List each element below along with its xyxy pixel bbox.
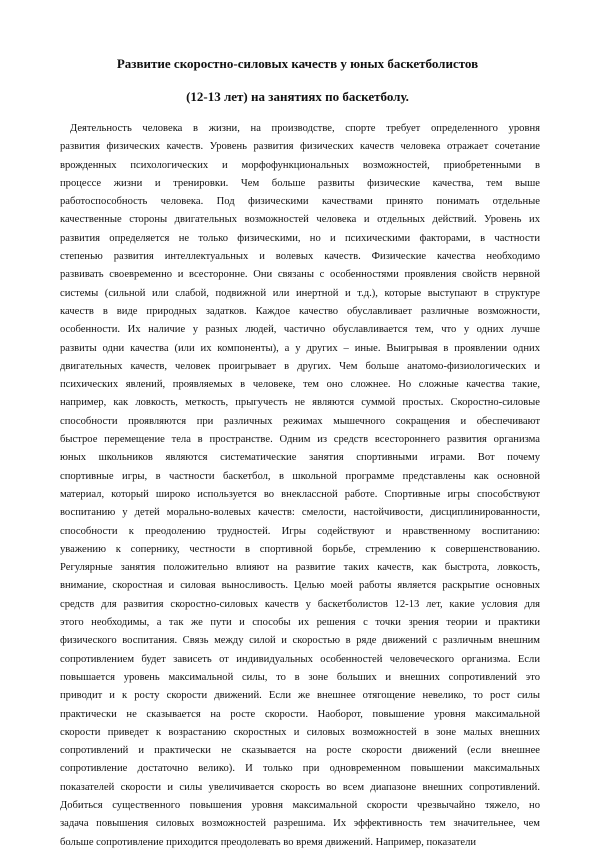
text-line: скорости приведет к возрастанию скоростных и силовых возможностей в зоне малых внешних xyxy=(60,726,540,738)
text-line: юных школьников являются систематические занятия спортивными играми. Вот почему xyxy=(60,452,540,464)
document-title-line-1: Развитие скоростно-силовых качеств у юных баскетболистов xyxy=(116,56,479,71)
text-line: повышается уровень максимальной силы, то в зоне больших и внешних сопротивлений это xyxy=(60,671,540,683)
text-line: уважению к сопернику, честности в спортивной борьбе, стремлению к совершенствованию. xyxy=(60,543,540,555)
text-line: развития определяется не только физическими, но и психическими факторами, в частности xyxy=(60,232,540,244)
text-line: способности к преодолению трудностей. Игры содействуют и нравственному воспитанию: xyxy=(60,525,540,537)
text-line: двигательных качеств, человек проигрывает в других. Чем больше анатомо-физиологических и xyxy=(60,360,540,372)
text-line: например, как ловкость, меткость, прыгучесть не являются суммой простых. Скоростно-силовые xyxy=(60,397,540,409)
text-line: спортивные игры, в частности баскетбол, в школьной программе представлены как основной xyxy=(60,470,540,482)
text-line: воспитанию у детей морально-волевых качеств: смелости, настойчивости, дисциплинированности, xyxy=(60,507,540,519)
document-title-line-2: (12-13 лет) на занятиях по баскетболу. xyxy=(186,89,409,104)
text-line: средств для развития скоростно-силовых качеств у баскетболистов 12-13 лет, какие условия для xyxy=(60,598,540,610)
text-line: Деятельность человека в жизни, на производстве, спорте требует определенного уровня xyxy=(70,123,540,134)
text-line: показателей скорости и силы увеличивается скорость во всем диапазоне внешних сопротивлений. xyxy=(60,781,540,793)
text-line: физического воспитания. Связь между силой и скоростью в ряде движений с различным внешним xyxy=(60,635,540,647)
text-line: качеств в виде природных задатков. Каждое качество обуславливает различные возможности, xyxy=(60,305,540,317)
text-line: системы (сильной или слабой, подвижной или инертной и т.д.), которые выступают в структуре xyxy=(60,287,540,299)
text-line: Регулярные занятия положительно влияют на развитие таких качеств, как быстрота, ловкость, xyxy=(60,562,540,574)
text-line: способности проявляются при различных режимах мышечного сокращения и обеспечивают xyxy=(60,415,540,427)
text-line: процессе жизни и тренировки. Чем больше развиты физические качества, тем выше xyxy=(60,177,540,189)
text-line: психических явлений, проявляемых в человеке, тем оно сложнее. Но сложные качества такие, xyxy=(60,379,540,391)
text-line: быстрое перемещение тела в пространстве. Одним из средств всестороннего развития организма xyxy=(60,434,540,446)
text-line: врожденных психологических и морфофункциональных возможностей, приобретенными в xyxy=(60,159,540,171)
text-line: работоспособность человека. Под физическими качествами принято понимать отдельные xyxy=(60,196,540,208)
text-line: особенности. Их наличие у разных людей, частично обуславливается тем, что у одних лучше xyxy=(60,324,540,336)
text-line: качественные стороны двигательных возможностей человека и отдельных действий. Уровень их xyxy=(60,214,540,226)
text-line: приводит и к росту скорости движений. Если же внешнее отягощение невелико, то рост силы xyxy=(60,690,540,702)
text-line: практически не сказывается на росте скорости. Наоборот, повышение уровня максимальной xyxy=(60,708,540,720)
text-line: развиты одни качества (или их компоненты), а у других – иные. Выигрывая в проявлении одних xyxy=(60,342,540,354)
text-line: развития физических качеств. Уровень развития физических качеств человека отражает сочетание xyxy=(60,141,540,153)
text-line: больше сопротивление приходится преодолевать во время движений. Например, показатели xyxy=(60,836,477,848)
text-line: задача повышения силовых возможностей разрешима. Их эффективность тем значительнее, чем xyxy=(60,818,540,830)
text-line: сопротивлением будет зависеть от индивидуальных особенностей человеческого организма. Если xyxy=(60,653,540,665)
body-paragraph xyxy=(60,120,540,852)
text-line: внимание, скоростная и силовая выносливость. Целью моей работы является раскрытие основных xyxy=(60,580,540,592)
text-line: сопротивлений и практически не сказывается на росте скорости движений (если внешнее xyxy=(60,745,540,757)
text-line: сопротивление достаточно велико). И только при одновременном повышении максимальных xyxy=(60,763,540,775)
text-line: этого необходимы, а так же пути и способы их решения с точки зрения теории и практики xyxy=(60,617,540,629)
text-line: степенью развития интеллектуальных и волевых качеств. Физические качества необходимо xyxy=(60,251,540,263)
text-line: развивать своевременно и всесторонне. Они связаны с особенностями проявления свойств нервной xyxy=(60,269,540,281)
text-line: Добиться существенного повышения уровня максимальной скорости чрезвычайно тяжело, но xyxy=(60,799,540,811)
text-line: материал, который широко используется во внеклассной работе. Спортивные игры способствуют xyxy=(60,488,540,500)
